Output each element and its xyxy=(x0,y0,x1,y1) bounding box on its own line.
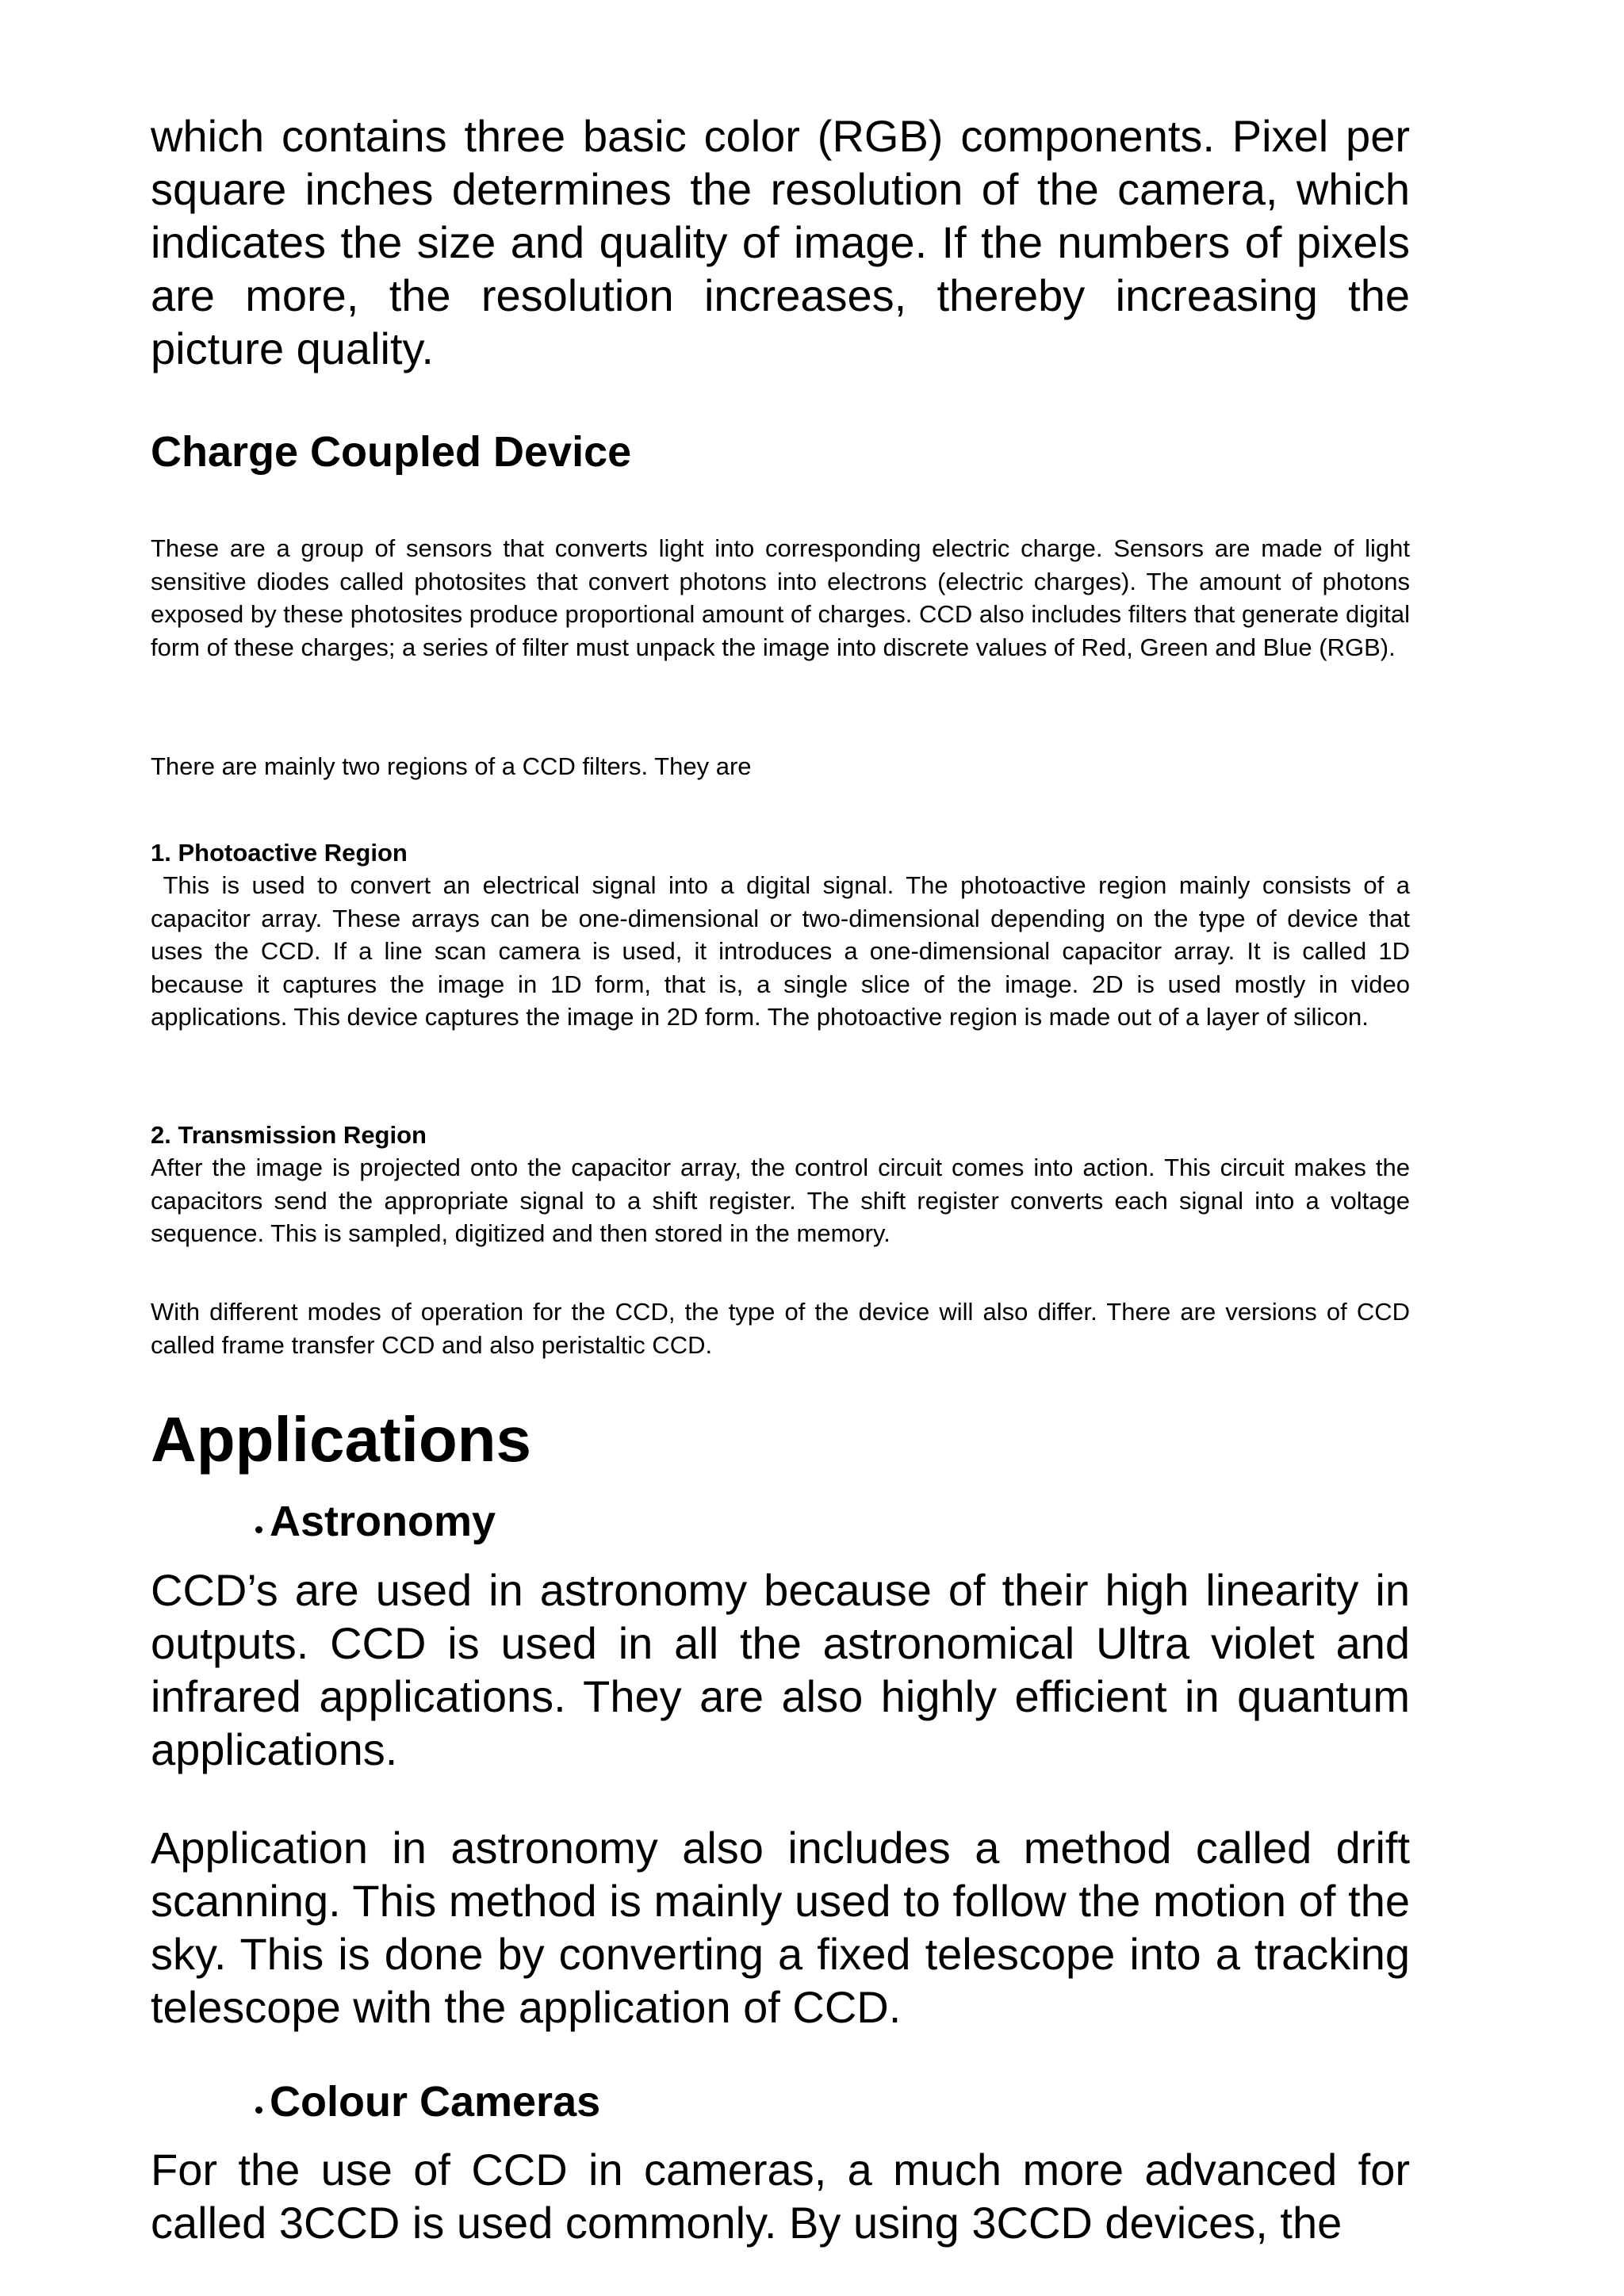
intro-paragraph: which contains three basic color (RGB) components. Pixel per square inches determines the resolution of the camera, which indicates the size and quality of image. If the numbers of pixels are more, the resolution increases, thereby increasing the picture quality. xyxy=(151,111,1410,373)
photoactive-region-title: 1. Photoactive Region xyxy=(151,839,408,867)
transmission-region-text: After the image is projected onto the capacitor array, the control circuit comes into action. This circuit makes the capacitors send the appropriate signal to a shift register. The shift register converts each signal into a voltage sequence. This is sampled, digitized and then stored in the memory. xyxy=(151,1154,1410,1247)
applications-heading: Applications xyxy=(151,1404,532,1475)
transmission-region-title: 2. Transmission Region xyxy=(151,1121,427,1149)
astronomy-bullet-label: Astronomy xyxy=(270,1498,496,1545)
ccd-heading: Charge Coupled Device xyxy=(151,428,632,476)
ccd-paragraph-3: With different modes of operation for the CCD, the type of the device will also differ. There are versions of CCD called frame transfer CCD and also peristaltic CCD. xyxy=(151,1298,1410,1359)
astronomy-paragraph-1: CCD’s are used in astronomy because of their high linearity in outputs. CCD is used in all the astronomical Ultra violet and infrared applications. They are also highly efficient in quantum applications. xyxy=(151,1565,1410,1774)
bullet-dot-icon xyxy=(255,1526,262,1533)
colour-cameras-paragraph-1: For the use of CCD in cameras, a much more advanced for called 3CCD is used commonly. By using 3CCD devices, the xyxy=(151,2145,1410,2248)
colour-cameras-bullet-label: Colour Cameras xyxy=(270,2078,601,2126)
astronomy-paragraph-2: Application in astronomy also includes a method called drift scanning. This method is mainly used to follow the motion of the sky. This is done by converting a fixed telescope into a tracking telescope with the application of CCD. xyxy=(151,1823,1410,2032)
ccd-paragraph-1: These are a group of sensors that converts light into corresponding electric charge. Sensors are made of light sensitive diodes called photosites that convert photons into electrons (electric charges). The amount of photons exposed by these photosites produce proportional amount of charges. CCD also includes filters that generate digital form of these charges; a series of filter must unpack the image into discrete values of Red, Green and Blue (RGB). xyxy=(151,534,1410,661)
ccd-paragraph-2: There are mainly two regions of a CCD filters. They are xyxy=(151,752,752,780)
bullet-dot-icon xyxy=(255,2107,262,2114)
photoactive-region-text: This is used to convert an electrical signal into a digital signal. The photoactive region mainly consists of a capacitor array. These arrays can be one-dimensional or two-dimensional depending on the type of device that uses the CCD. If a line scan camera is used, it introduces a one-dimensional capacitor array. It is called 1D because it captures the image in 1D form, that is, a single slice of the image. 2D is used mostly in video applications. This device captures the image in 2D form. The photoactive region is made out of a layer of silicon. xyxy=(151,871,1417,1031)
